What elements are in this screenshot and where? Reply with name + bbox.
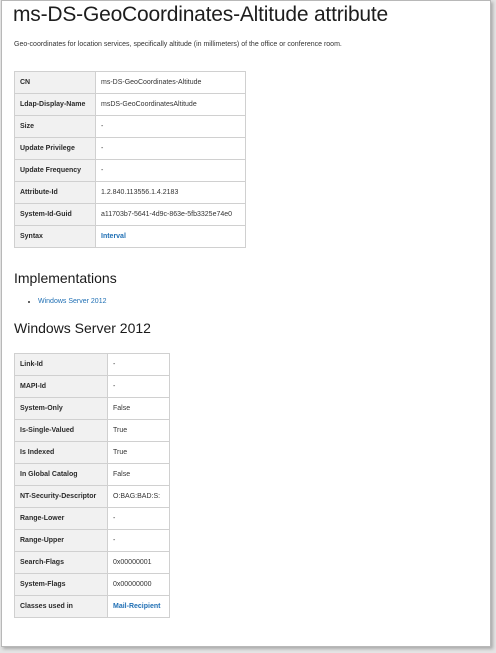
row-value-mapi-id: - xyxy=(108,376,170,398)
row-label-update-frequency: Update Frequency xyxy=(15,160,96,182)
attribute-table xyxy=(14,71,246,248)
row-value-range-lower: - xyxy=(108,508,170,530)
table-row xyxy=(15,552,170,574)
row-label-range-upper: Range-Upper xyxy=(15,530,108,552)
row-value-cn: ms-DS-GeoCoordinates-Altitude xyxy=(96,72,246,94)
table-row xyxy=(15,116,246,138)
table-row xyxy=(15,530,170,552)
table-row xyxy=(15,486,170,508)
row-value-range-upper: - xyxy=(108,530,170,552)
table-row xyxy=(15,376,170,398)
table-row xyxy=(15,398,170,420)
page-title: ms-DS-GeoCoordinates-Altitude attribute xyxy=(13,3,389,26)
table-row xyxy=(15,596,170,618)
row-label-search-flags: Search-Flags xyxy=(15,552,108,574)
row-label-size: Size xyxy=(15,116,96,138)
row-value-is-indexed: True xyxy=(108,442,170,464)
windows-server-heading: Windows Server 2012 xyxy=(14,320,151,336)
row-label-cn: CN xyxy=(15,72,96,94)
implementation-link-windows-server-2012[interactable]: Windows Server 2012 xyxy=(38,298,107,305)
table-row xyxy=(15,204,246,226)
row-value-ldap-display-name: msDS-GeoCoordinatesAltitude xyxy=(96,94,246,116)
row-value-update-privilege: - xyxy=(96,138,246,160)
table-row xyxy=(15,226,246,248)
row-value-nt-security-descriptor: O:BAG:BAD:S: xyxy=(108,486,170,508)
interval-link[interactable]: Interval xyxy=(101,233,126,240)
row-label-attribute-id: Attribute-Id xyxy=(15,182,96,204)
row-label-system-id-guid: System-Id-Guid xyxy=(15,204,96,226)
table-row xyxy=(15,72,246,94)
row-label-system-flags: System-Flags xyxy=(15,574,108,596)
row-label-is-indexed: Is Indexed xyxy=(15,442,108,464)
implementations-heading: Implementations xyxy=(14,270,117,286)
windows-server-table xyxy=(14,353,170,618)
row-label-syntax: Syntax xyxy=(15,226,96,248)
table-row xyxy=(15,160,246,182)
document-page xyxy=(1,0,491,647)
page-description: Geo-coordinates for location services, specifically altitude (in millimeters) of the office or conference room. xyxy=(14,41,342,48)
row-label-in-global-catalog: In Global Catalog xyxy=(15,464,108,486)
table-row xyxy=(15,94,246,116)
row-label-range-lower: Range-Lower xyxy=(15,508,108,530)
row-value-is-single-valued: True xyxy=(108,420,170,442)
table-row xyxy=(15,354,170,376)
row-label-ldap-display-name: Ldap-Display-Name xyxy=(15,94,96,116)
table-row xyxy=(15,138,246,160)
row-value-syntax xyxy=(96,226,246,248)
table-row xyxy=(15,442,170,464)
row-value-attribute-id: 1.2.840.113556.1.4.2183 xyxy=(96,182,246,204)
row-label-update-privilege: Update Privilege xyxy=(15,138,96,160)
row-label-mapi-id: MAPI-Id xyxy=(15,376,108,398)
row-label-nt-security-descriptor: NT-Security-Descriptor xyxy=(15,486,108,508)
row-value-search-flags: 0x00000001 xyxy=(108,552,170,574)
table-row xyxy=(15,182,246,204)
implementations-list xyxy=(14,298,106,305)
row-value-system-flags: 0x00000000 xyxy=(108,574,170,596)
row-value-link-id: - xyxy=(108,354,170,376)
table-row xyxy=(15,464,170,486)
table-row xyxy=(15,420,170,442)
row-label-link-id: Link-Id xyxy=(15,354,108,376)
row-value-update-frequency: - xyxy=(96,160,246,182)
table-row xyxy=(15,574,170,596)
row-label-classes-used-in: Classes used in xyxy=(15,596,108,618)
row-value-system-only: False xyxy=(108,398,170,420)
row-label-is-single-valued: Is-Single-Valued xyxy=(15,420,108,442)
row-value-classes-used-in xyxy=(108,596,170,618)
list-item xyxy=(38,298,106,305)
row-value-size: - xyxy=(96,116,246,138)
row-value-in-global-catalog: False xyxy=(108,464,170,486)
row-value-system-id-guid: a11703b7-5641-4d9c-863e-5fb3325e74e0 xyxy=(96,204,246,226)
mail-recipient-link[interactable]: Mail-Recipient xyxy=(113,603,161,610)
table-row xyxy=(15,508,170,530)
row-label-system-only: System-Only xyxy=(15,398,108,420)
